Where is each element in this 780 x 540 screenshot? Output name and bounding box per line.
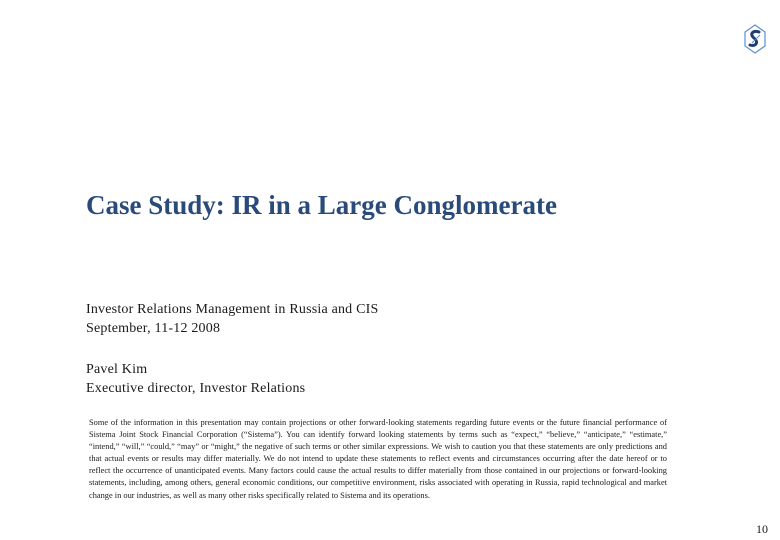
event-date: September, 11-12 2008	[86, 321, 221, 336]
forward-looking-disclaimer: Some of the information in this presentation may contain projections or other forward-looking statements regarding future events or the future financial performance of Sistema Joint Stock Financial Corporation (“Sistema”). You can identify forward looking statements by terms such as “expect,” “believe,” “anticipate,” “estimate,” “intend,” “will,” “could,” “may” or “might,” the negative of such terms or other similar expressions. We wish to caution you that these statements are only predictions and that actual events or results may differ materially. We do not intend to update these statements to reflect events and circumstances occurring after the date hereof or to reflect the occurrence of unanticipated events. Many factors could cause the actual results to differ materially from those contained in our projections or forward-looking statements, including, among others, general economic conditions, our competitive environment, risks associated with operating in Russia, rapid technological and market change in our industries, as well as many other risks specifically related to Sistema and its operations.	[89, 418, 667, 500]
slide-title: Case Study: IR in a Large Conglomerate	[86, 190, 557, 220]
presenter-info	[86, 360, 305, 398]
presenter-role: Executive director, Investor Relations	[86, 381, 306, 396]
page-number: 10	[756, 522, 768, 536]
sistema-logo-icon	[744, 24, 766, 54]
presenter-name: Pavel Kim	[86, 362, 148, 377]
event-info	[86, 300, 378, 338]
event-name: Investor Relations Management in Russia and CIS	[86, 302, 379, 317]
